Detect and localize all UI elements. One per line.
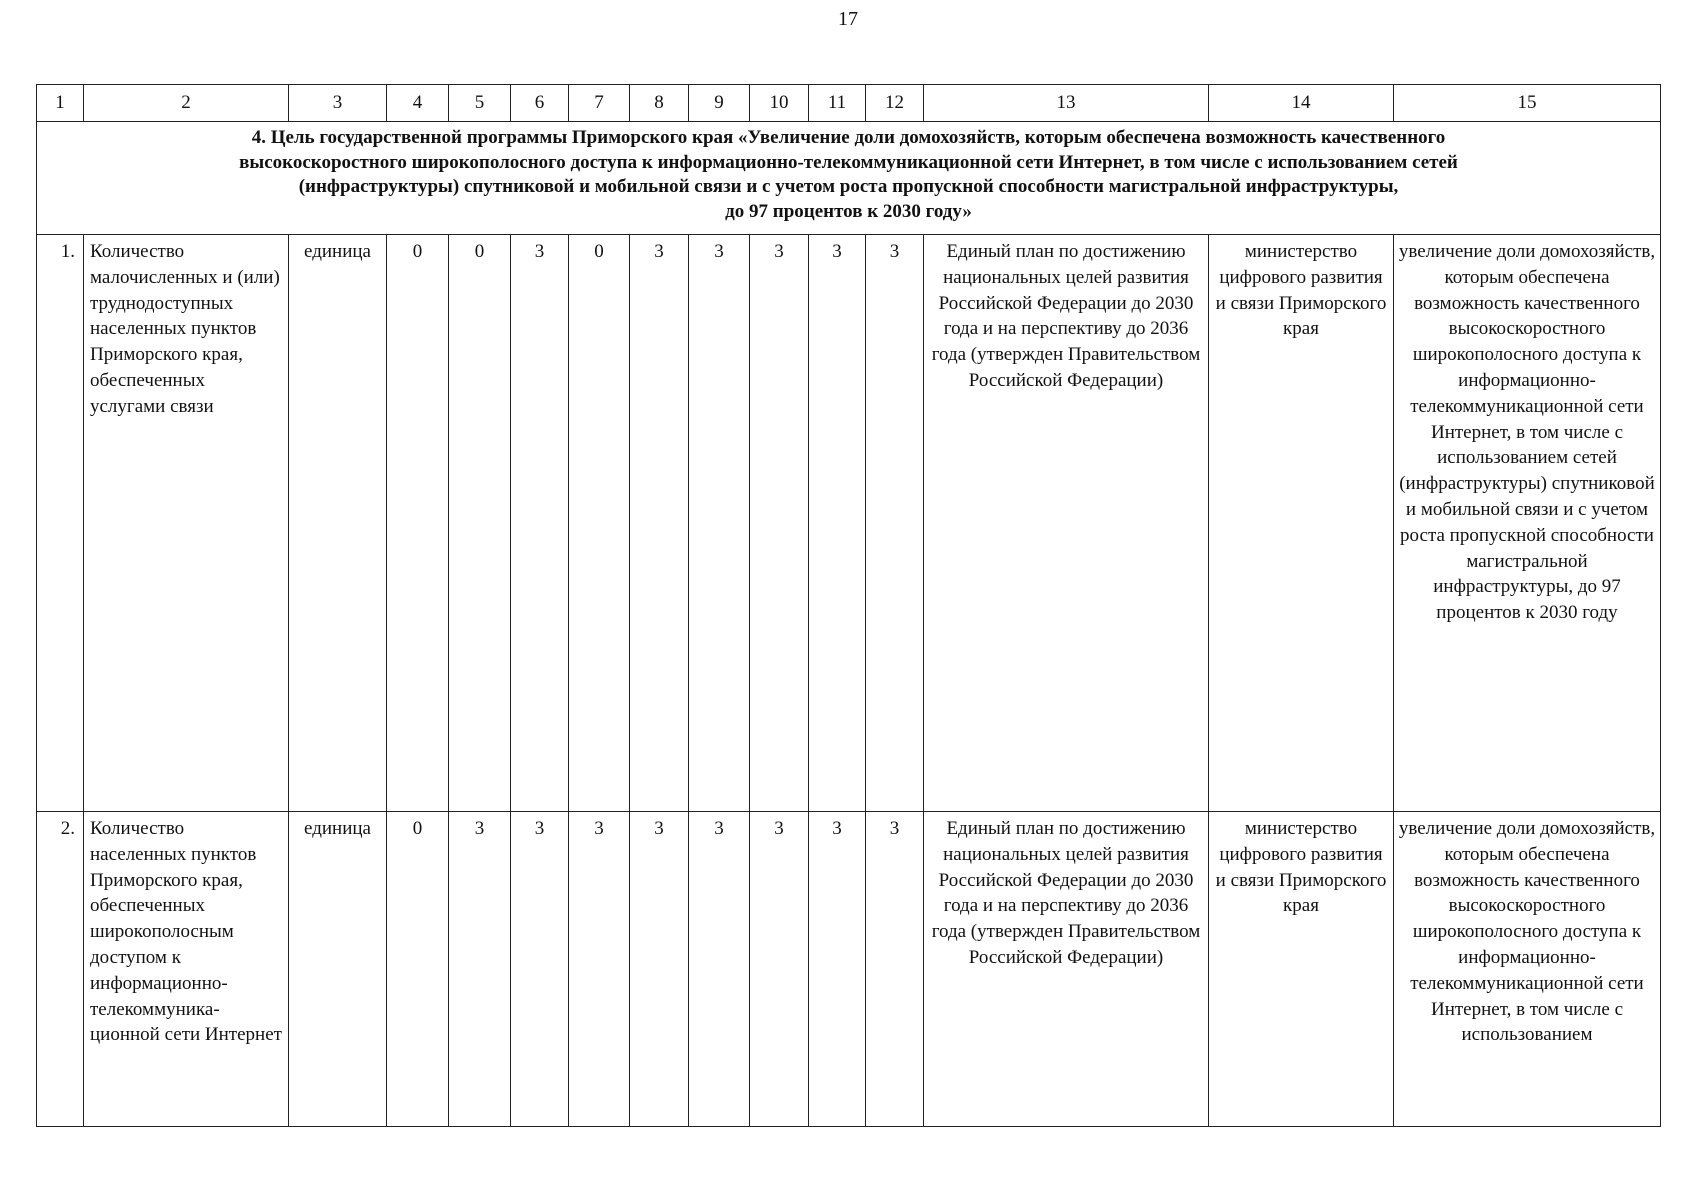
value-cell: 0 (387, 812, 449, 1127)
value-cell: 3 (750, 812, 809, 1127)
table-row (37, 235, 1661, 812)
value-cell: 0 (449, 235, 511, 812)
value-cell: 3 (630, 812, 689, 1127)
indicators-table (36, 84, 1661, 1127)
goal-row (37, 122, 1661, 235)
value-cell: 3 (511, 235, 569, 812)
indicator-name: Количество населенных пунктов Приморского края, обеспеченных широкополосным доступом к информационно-телекоммуника-ционной сети Интернет (84, 812, 289, 1127)
goal-line: 4. Цель государственной программы Приморского края «Увеличение доли домохозяйств, которым обеспечена возможность качественного (251, 127, 1446, 148)
column-number: 8 (630, 85, 689, 122)
value-cell: 0 (569, 235, 630, 812)
column-number: 3 (289, 85, 387, 122)
page-number: 17 (838, 8, 858, 30)
value-cell: 3 (809, 235, 866, 812)
column-number: 15 (1394, 85, 1661, 122)
goal-line: (инфраструктуры) спутниковой и мобильной связи и с учетом роста пропускной способности магистральной инфраструктуры, (298, 176, 1399, 197)
value-cell: 3 (511, 812, 569, 1127)
link-cell: увеличение доли домохозяйств, которым обеспечена возможность качественного высокоскоростного широкополосного доступа к информационно-телекоммуникационной сети Интернет, в том числе с использованием сетей (инфраструктуры) спутниковой и мобильной связи и с учетом роста пропускной способности магистральной инфраструктуры, до 97 процентов к 2030 году (1394, 235, 1661, 812)
unit-cell: единица (289, 812, 387, 1127)
link-cell: увеличение доли домохозяйств, которым обеспечена возможность качественного высокоскоростного широкополосного доступа к информационно-телекоммуникационной сети Интернет, в том числе с использованием (1394, 812, 1661, 1127)
column-number: 7 (569, 85, 630, 122)
column-number: 1 (37, 85, 84, 122)
table-row (37, 812, 1661, 1127)
column-number: 2 (84, 85, 289, 122)
column-number: 4 (387, 85, 449, 122)
column-number: 11 (809, 85, 866, 122)
column-number-row (37, 85, 1661, 122)
value-cell: 3 (866, 812, 924, 1127)
goal-line: до 97 процентов к 2030 году» (725, 200, 972, 222)
responsible-cell: министерство цифрового развития и связи Приморского края (1209, 235, 1394, 812)
unit-cell: единица (289, 235, 387, 812)
column-number: 12 (866, 85, 924, 122)
column-number: 13 (924, 85, 1209, 122)
value-cell: 3 (449, 812, 511, 1127)
value-cell: 3 (630, 235, 689, 812)
document-cell: Единый план по достижению национальных целей развития Российской Федерации до 2030 года и на перспективу до 2036 года (утвержден Правительством Российской Федерации) (924, 812, 1209, 1127)
document-cell: Единый план по достижению национальных целей развития Российской Федерации до 2030 года и на перспективу до 2036 года (утвержден Правительством Российской Федерации) (924, 235, 1209, 812)
value-cell: 3 (569, 812, 630, 1127)
goal-line: высокоскоростного широкополосного доступа к информационно-телекоммуникационной сети Интернет, в том числе с использованием сетей (239, 151, 1458, 173)
column-number: 10 (750, 85, 809, 122)
value-cell: 3 (809, 812, 866, 1127)
responsible-cell: министерство цифрового развития и связи Приморского края (1209, 812, 1394, 1127)
column-number: 9 (689, 85, 750, 122)
value-cell: 3 (689, 235, 750, 812)
row-number: 1. (37, 235, 84, 812)
column-number: 6 (511, 85, 569, 122)
indicator-name: Количество малочисленных и (или) труднодоступных населенных пунктов Приморского края, обеспеченных услугами связи (84, 235, 289, 812)
column-number: 14 (1209, 85, 1394, 122)
row-number: 2. (37, 812, 84, 1127)
goal-heading (37, 122, 1661, 235)
column-number: 5 (449, 85, 511, 122)
value-cell: 0 (387, 235, 449, 812)
value-cell: 3 (689, 812, 750, 1127)
value-cell: 3 (750, 235, 809, 812)
value-cell: 3 (866, 235, 924, 812)
